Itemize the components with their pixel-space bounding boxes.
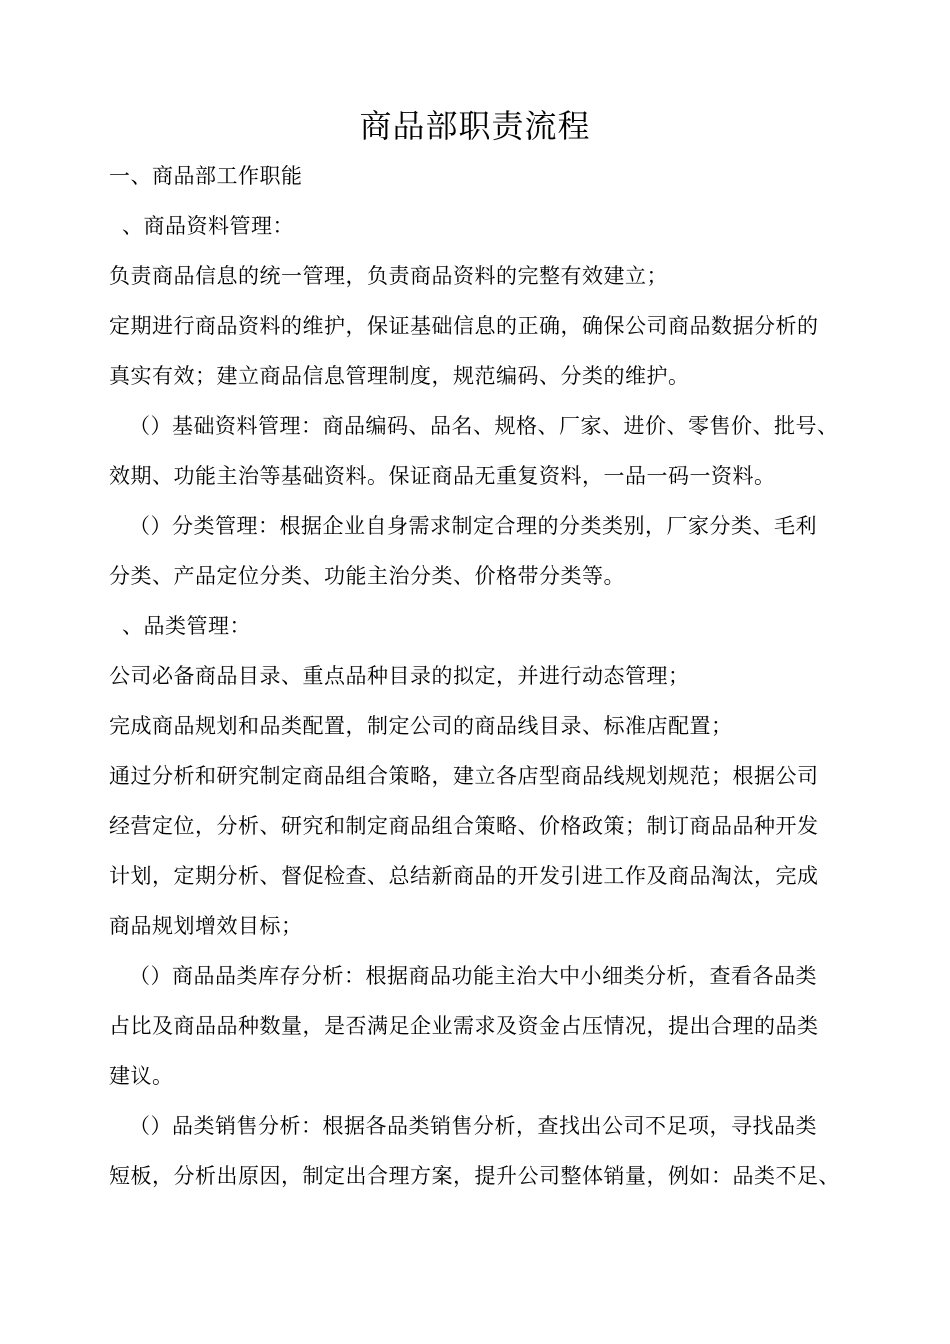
text-line: （）基础资料管理：商品编码、品名、规格、厂家、进价、零售价、批号、 (129, 414, 839, 438)
text-line: 定期进行商品资料的维护，保证基础信息的正确，确保公司商品数据分析的 (109, 314, 819, 338)
document-title: 商品部职责流程 (359, 107, 591, 145)
text-line: 商品规划增效目标； (109, 914, 303, 938)
text-line: 计划，定期分析、督促检查、总结新商品的开发引进工作及商品淘汰，完成 (109, 864, 819, 888)
text-line: 短板，分析出原因，制定出合理方案，提升公司整体销量，例如：品类不足、 (109, 1164, 840, 1188)
text-line: 建议。 (109, 1064, 174, 1088)
text-line: （）商品品类库存分析：根据商品功能主治大中小细类分析，查看各品类 (129, 964, 817, 988)
text-line: 公司必备商品目录、重点品种目录的拟定，并进行动态管理； (109, 664, 690, 688)
text-line: 效期、功能主治等基础资料。保证商品无重复资料，一品一码一资料。 (109, 464, 776, 488)
text-line: （）品类销售分析：根据各品类销售分析，查找出公司不足项，寻找品类 (129, 1114, 817, 1138)
text-line: 分类、产品定位分类、功能主治分类、价格带分类等。 (109, 564, 625, 588)
document-body (109, 151, 854, 1201)
text-line: 占比及商品品种数量，是否满足企业需求及资金占压情况，提出合理的品类 (109, 1014, 819, 1038)
text-line: 一、商品部工作职能 (109, 164, 303, 188)
text-line: （）分类管理：根据企业自身需求制定合理的分类类别，厂家分类、毛利 (129, 514, 817, 538)
text-line: 负责商品信息的统一管理，负责商品资料的完整有效建立； (109, 264, 668, 288)
text-line: 真实有效；建立商品信息管理制度，规范编码、分类的维护。 (109, 364, 690, 388)
text-line: 、品类管理： (122, 614, 251, 638)
text-line: 通过分析和研究制定商品组合策略，建立各店型商品线规划规范；根据公司 (109, 764, 819, 788)
text-line: 经营定位，分析、研究和制定商品组合策略、价格政策；制订商品品种开发 (109, 814, 819, 838)
text-line: 完成商品规划和品类配置，制定公司的商品线目录、标准店配置； (109, 714, 733, 738)
text-line: 、商品资料管理： (122, 214, 294, 238)
